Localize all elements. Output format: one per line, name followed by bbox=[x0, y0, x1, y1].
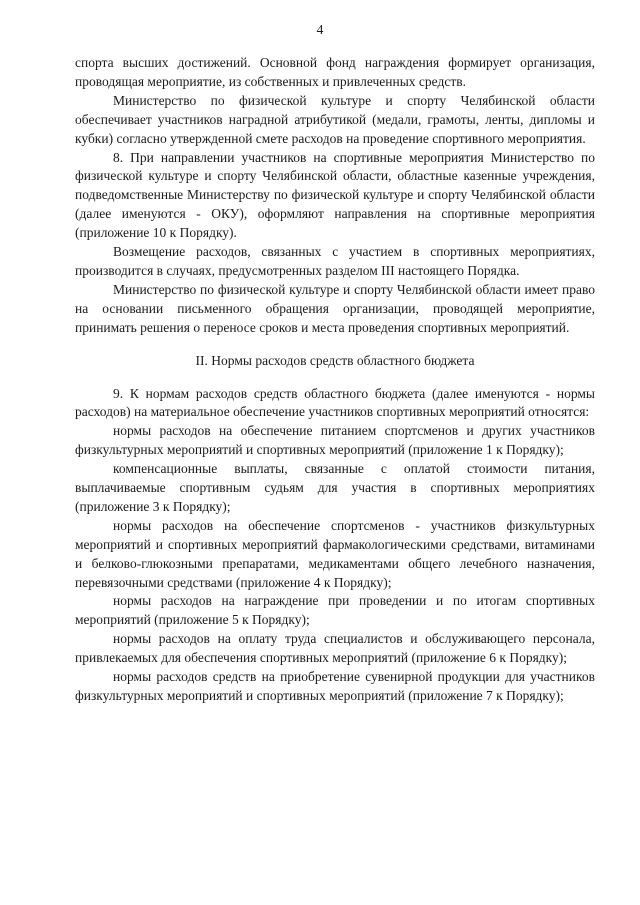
section-heading: II. Нормы расходов средств областного бюджета bbox=[195, 352, 475, 368]
paragraph-item-8: 8. При направлении участников на спортивные мероприятия Министерство по физической культуре и спорту Челябинской области, областные казенные учреждения, подведомственные Министерству по физической культуре и спорту Челябинской области (далее именуются - ОКУ), оформляют направления на спортивные мероприятия (приложение 10 к Порядку). bbox=[75, 149, 595, 241]
list-item-awards: нормы расходов на награждение при проведении и по итогам спортивных мероприятий (приложение 5 к Порядку); bbox=[75, 593, 595, 628]
document-body bbox=[75, 54, 595, 706]
paragraph-reimbursement: Возмещение расходов, связанных с участием в спортивных мероприятиях, производится в случаях, предусмотренных разделом III настоящего Порядка. bbox=[75, 244, 595, 278]
paragraph-item-9: 9. К нормам расходов средств областного бюджета (далее именуются - нормы расходов) на материальное обеспечение участников спортивных мероприятий относятся: bbox=[75, 385, 595, 420]
paragraph-continuation: спорта высших достижений. Основной фонд награждения формирует организация, проводящая мероприятие, из собственных и привлеченных средств. bbox=[75, 55, 595, 89]
list-item-souvenirs: нормы расходов средств на приобретение сувенирной продукции для участников физкультурных мероприятий и спортивных мероприятий (приложение 7 к Порядку); bbox=[75, 669, 595, 703]
list-item-pharmacology: нормы расходов на обеспечение спортсменов - участников физкультурных мероприятий и спортивных мероприятий фармакологическими средствами, витаминами и белково-глюкозными препаратами, медикаментами общего лечебного назначения, перевязочными средствами (приложение 4 к Порядку); bbox=[75, 517, 595, 590]
page-number: 4 bbox=[316, 22, 324, 37]
list-item-staff-pay: нормы расходов на оплату труда специалистов и обслуживающего персонала, привлекаемых для обеспечения спортивных мероприятий (приложение 6 к Порядку); bbox=[75, 631, 595, 666]
list-item-compensation: компенсационные выплаты, связанные с оплатой стоимости питания, выплачиваемые спортивным судьям для участия в спортивных мероприятиях (приложение 3 к Порядку); bbox=[75, 461, 595, 514]
list-item-nutrition: нормы расходов на обеспечение питанием спортсменов и других участников физкультурных мероприятий и спортивных мероприятий (приложение 1 к Порядку); bbox=[75, 423, 595, 458]
paragraph-awards-ministry: Министерство по физической культуре и спорту Челябинской области обеспечивает участников наградной атрибутикой (медали, грамоты, ленты, дипломы и кубки) согласно утвержденной смете расходов на проведение спортивного мероприятия. bbox=[75, 92, 595, 146]
paragraph-ministry-rights: Министерство по физической культуре и спорту Челябинской области имеет право на основании письменного обращения организации, проводящей мероприятие, принимать решения о переносе сроков и места проведения спортивных мероприятий. bbox=[75, 281, 595, 335]
